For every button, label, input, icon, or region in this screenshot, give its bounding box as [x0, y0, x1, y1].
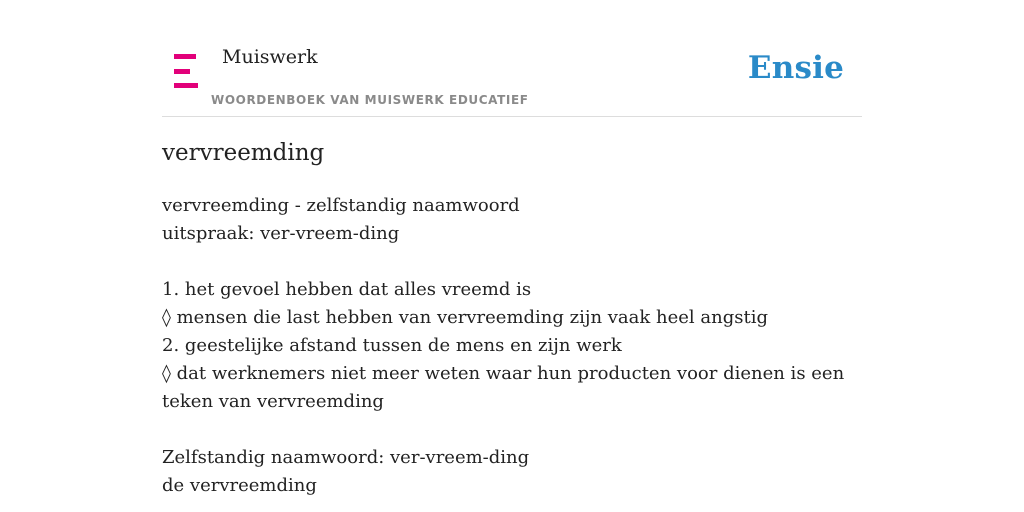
article-line: de vervreemding — [162, 475, 317, 496]
part-of-speech-line: vervreemding - zelfstandig naamwoord — [162, 195, 520, 216]
definition-2-example: ◊ dat werknemers niet meer weten waar hun producten voor dienen is een teken van vervreemding — [162, 363, 845, 412]
grammar-line: Zelfstandig naamwoord: ver-vreem-ding — [162, 447, 530, 468]
brand-subtitle: WOORDENBOEK VAN MUISWERK EDUCATIEF — [211, 93, 529, 107]
brand-name[interactable]: Muiswerk — [222, 46, 318, 68]
ensie-logo[interactable]: Ensie — [747, 50, 844, 86]
entry-body — [162, 192, 862, 500]
definition-1-sense: 1. het gevoel hebben dat alles vreemd is — [162, 279, 532, 300]
site-header — [162, 0, 862, 117]
definition-1-example: ◊ mensen die last hebben van vervreemding zijn vaak heel angstig — [162, 307, 768, 328]
entry-title: vervreemding — [162, 140, 325, 166]
blank-line — [162, 416, 862, 444]
page-container — [162, 0, 862, 496]
pronunciation-line: uitspraak: ver-vreem-ding — [162, 223, 400, 244]
muiswerk-logo-icon[interactable] — [172, 53, 200, 89]
definition-2-sense: 2. geestelijke afstand tussen de mens en zijn werk — [162, 335, 622, 356]
blank-line — [162, 248, 862, 276]
